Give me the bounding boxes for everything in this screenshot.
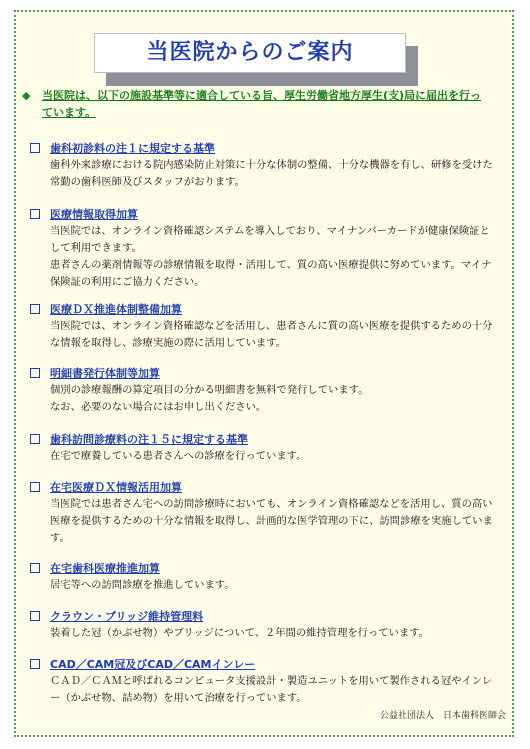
page-title: 当医院からのご案内 [94,33,406,73]
section-heading: 在宅歯科医療推進加算 [50,562,160,575]
section-home-dental-promotion [30,560,500,594]
section-text: ＣＡＤ／ＣＡＭと呼ばれるコンピュータ支援設計・製造ユニットを用いて製作される冠やインレー（かぶせ物、詰め物）を用いて治療を行っています。 [50,675,493,704]
section-text: 在宅で療養している患者さんへの診療を行っています。 [50,450,307,462]
section-medical-info-acquisition [30,206,500,291]
footer-association: 公益社団法人 日本歯科医師会 [379,711,506,721]
intro-text: 当医院は、以下の施設基準等に適合している旨、厚生労働省地方厚生(支)局に届出を行っています。 [42,89,482,119]
section-text: 装着した冠（かぶせ物）やブリッジについて、２年間の維持管理を行っています。 [50,627,429,639]
section-text: なお、必要のない場合にはお申し出ください。 [50,401,267,413]
section-heading: 歯科訪問診療料の注１５に規定する基準 [50,433,248,446]
section-text: 患者さんの薬剤情報等の診療情報を取得・活用して、質の高い医療提供に努めています。マイナ保険証の利用にご協力ください。 [50,259,492,288]
section-home-medical-dx [30,479,500,547]
section-crown-bridge [30,608,500,642]
checkbox-icon [30,434,40,444]
section-itemized-statement [30,365,500,416]
section-heading: 在宅医療ＤＸ情報活用加算 [50,481,182,494]
section-heading: 医療情報取得加算 [50,208,138,221]
checkbox-icon [30,143,40,153]
diamond-bullet-icon: ◆ [22,89,31,102]
checkbox-icon [30,611,40,621]
section-text: 歯科外来診療における院内感染防止対策に十分な体制の整備、十分な機器を有し、研修を受けた常勤の歯科医師及びスタッフがおります。 [50,159,493,188]
section-initial-visit-standard [30,140,500,191]
section-heading: 明細書発行体制等加算 [50,367,160,380]
checkbox-icon [30,659,40,669]
section-text: 個別の診療報酬の算定項目の分かる明細書を無料で発行しています。 [50,384,369,396]
intro-statement [22,87,487,121]
section-text: 当医院では、オンライン資格確認などを活用し、患者さんに質の高い医療を提供するための十分な情報を取得し、診療実施の際に活用しています。 [50,320,493,349]
checkbox-icon [30,482,40,492]
section-heading: 医療ＤＸ推進体制整備加算 [50,303,182,316]
section-heading: クラウン・ブリッジ維持管理料 [50,610,204,623]
section-medical-dx [30,301,500,352]
section-text: 居宅等への訪問診療を推進しています。 [50,579,235,591]
section-text: 当医院では患者さん宅への訪問診療時においても、オンライン資格確認などを活用し、質の高い医療を提供するための十分な情報を取得し、計画的な医学管理の下に、訪問診療を実施しています。 [50,498,493,544]
checkbox-icon [30,563,40,573]
section-cad-cam [30,656,500,707]
checkbox-icon [30,304,40,314]
section-heading: 歯科初診料の注１に規定する基準 [50,142,215,155]
checkbox-icon [30,209,40,219]
section-home-visit-standard [30,431,500,465]
checkbox-icon [30,368,40,378]
section-heading: CAD／CAM冠及びCAD／CAMインレー [50,658,256,671]
section-text: 当医院では、オンライン資格確認システムを導入しており、マイナンバーカードが健康保険証として利用できます。 [50,225,490,254]
